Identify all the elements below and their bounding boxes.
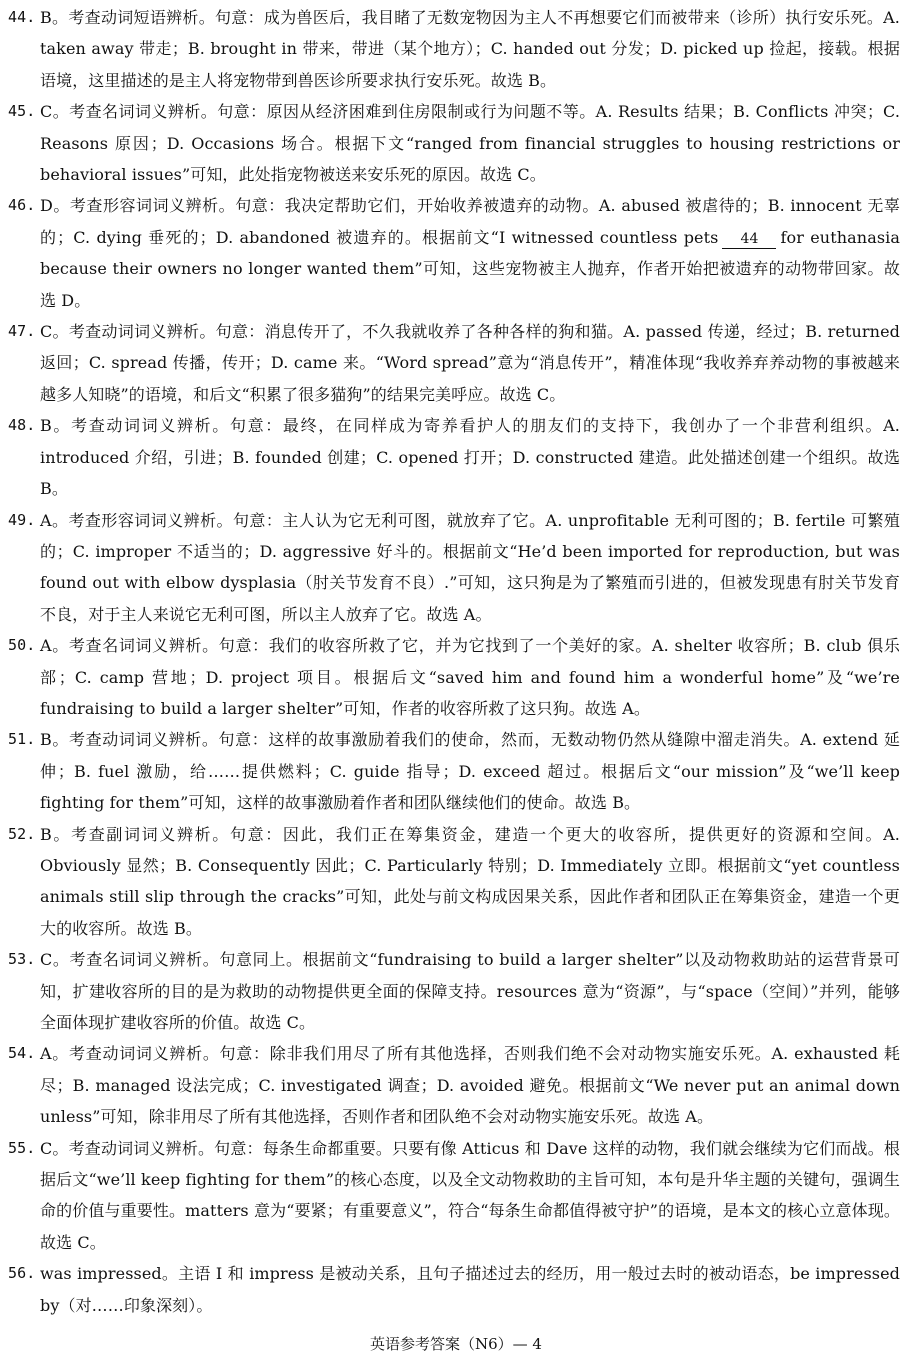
item-explanation: A。考查动词词义辨析。句意：除非我们用尽了所有其他选择，否则我们绝不会对动物实施安乐死。A. exhausted 耗尽；B. managed 设法完成；C. investigated 调查；D. avoided 避免。根据前文“We never put an animal down unless”可知，除非用尽了所有其他选择，否则作者和团队绝不会对动物实施安乐死。故选 A。 — [40, 1044, 900, 1127]
answer-item-51 — [8, 724, 900, 818]
item-explanation — [40, 190, 900, 316]
item-number: 45. — [8, 102, 36, 121]
answer-item-50 — [8, 630, 900, 724]
item-number: 56. — [8, 1264, 36, 1283]
answer-item-53 — [8, 944, 900, 1038]
item-explanation: C。考查动词词义辨析。句意：每条生命都重要。只要有像 Atticus 和 Dave 这样的动物，我们就会继续为它们而战。根据后文“we’ll keep fighting for them”的核心态度，以及全文动物救助的主旨可知，本句是升华主题的关键句，强调生命的价值与重要性。matters 意为“要紧；有重要意义”，符合“每条生命都值得被守护”的语境，是本文的核心立意体现。故选 C。 — [40, 1138, 900, 1252]
item-explanation: B。考查动词词义辨析。句意：这样的故事激励着我们的使命，然而，无数动物仍然从缝隙中溜走消失。A. extend 延伸；B. fuel 激励，给……提供燃料；C. guide 指导；D. exceed 超过。根据后文“our mission”及“we’ll keep fighting for them”可知，这样的故事激励着作者和团队继续他们的使命。故选 B。 — [40, 730, 900, 813]
answer-item-46 — [8, 190, 900, 316]
answer-item-52 — [8, 819, 900, 945]
item-explanation: was impressed。主语 I 和 impress 是被动关系，且句子描述过去的经历，用一般过去时的被动语态，be impressed by（对……印象深刻）。 — [40, 1264, 900, 1315]
item-number: 55. — [8, 1138, 36, 1157]
item-explanation-part-1: D。考查形容词词义辨析。句意：我决定帮助它们，开始收养被遗弃的动物。A. abused 被虐待的；B. innocent 无辜的；C. dying 垂死的；D. abandoned 被遗弃的。根据前文“I witnessed countless pets — [40, 196, 900, 247]
answer-item-45 — [8, 96, 900, 190]
item-explanation: B。考查副词词义辨析。句意：因此，我们正在筹集资金，建造一个更大的收容所，提供更好的资源和空间。A. Obviously 显然；B. Consequently 因此；C. Particularly 特别；D. Immediately 立即。根据前文“yet countless animals still slip through the cracks”可知，此处与前文构成因果关系，因此作者和团队正在筹集资金，建造一个更大的收容所。故选 B。 — [40, 824, 900, 938]
item-number: 44. — [8, 8, 36, 26]
answer-item-49 — [8, 505, 900, 631]
item-explanation: C。考查名词词义辨析。句意同上。根据前文“fundraising to build a larger shelter”以及动物救助站的运营背景可知，扩建收容所的目的是为救助的动物提供更全面的保障支持。resources 意为“资源”，与“space（空间）”并列，能够全面体现扩建收容所的价值。故选 C。 — [40, 950, 900, 1032]
blank-reference: 44 — [722, 230, 776, 249]
answer-item-54 — [8, 1038, 900, 1132]
item-explanation-part-2: for euthanasia because their owners no longer wanted them”可知，这些宠物被主人抛弃，作者开始把被遗弃的动物带回家。故选 D。 — [40, 227, 900, 310]
item-explanation: C。考查动词词义辨析。句意：消息传开了，不久我就收养了各种各样的狗和猫。A. passed 传递，经过；B. returned 返回；C. spread 传播，传开；D. came 来。“Word spread”意为“消息传开”，精准体现“我收养弃养动物的事被越来越多人知晓”的语境，和后文“积累了很多猫狗”的结果完美呼应。故选 C。 — [40, 322, 900, 404]
item-number: 48. — [8, 416, 36, 435]
item-explanation: A。考查形容词词义辨析。句意：主人认为它无利可图，就放弃了它。A. unprofitable 无利可图的；B. fertile 可繁殖的；C. improper 不适当的；D. aggressive 好斗的。根据前文“He’d been imported for reproduction, but was found out with elbow dysplasia（肘关节发育不良）.”可知，这只狗是为了繁殖而引进的，但被发现患有肘关节发育不良，对于主人来说它无利可图，所以主人放弃了它。故选 A。 — [40, 510, 900, 624]
answer-item-44 — [8, 2, 900, 96]
item-explanation: C。考查名词词义辨析。句意：原因从经济困难到住房限制或行为问题不等。A. Results 结果；B. Conflicts 冲突；C. Reasons 原因；D. Occasions 场合。根据下文“ranged from financial struggles to housing restrictions or behavioral issues”可知，此处指宠物被送来安乐死的原因。故选 C。 — [40, 102, 900, 185]
item-number: 52. — [8, 824, 36, 843]
item-explanation: B。考查动词词义辨析。句意：最终，在同样成为寄养看护人的朋友们的支持下，我创办了一个非营利组织。A. introduced 介绍，引进；B. founded 创建；C. opened 打开；D. constructed 建造。此处描述创建一个组织。故选 B。 — [40, 416, 900, 499]
item-explanation: B。考查动词短语辨析。句意：成为兽医后，我目睹了无数宠物因为主人不再想要它们而被带来（诊所）执行安乐死。A. taken away 带走；B. brought in 带来，带进（某个地方）；C. handed out 分发；D. picked up 捡起，接载。根据语境，这里描述的是主人将宠物带到兽医诊所要求执行安乐死。故选 B。 — [40, 8, 900, 90]
item-number: 53. — [8, 950, 36, 969]
item-explanation: A。考查名词词义辨析。句意：我们的收容所救了它，并为它找到了一个美好的家。A. shelter 收容所；B. club 俱乐部；C. camp 营地；D. project 项目。根据后文“saved him and found him a wonderful home”及“we’re fundraising to build a larger shelter”可知，作者的收容所救了这只狗。故选 A。 — [40, 636, 900, 718]
answer-item-56 — [8, 1258, 900, 1321]
item-number: 46. — [8, 196, 36, 215]
answer-item-47 — [8, 316, 900, 410]
answer-item-48 — [8, 410, 900, 504]
answer-item-55 — [8, 1133, 900, 1259]
item-number: 49. — [8, 510, 36, 529]
item-number: 51. — [8, 730, 36, 749]
item-number: 50. — [8, 636, 36, 655]
item-number: 54. — [8, 1044, 36, 1063]
answer-list — [8, 2, 900, 1321]
page-footer: 英语参考答案（N6）— 4 — [370, 1335, 542, 1353]
item-number: 47. — [8, 322, 36, 341]
